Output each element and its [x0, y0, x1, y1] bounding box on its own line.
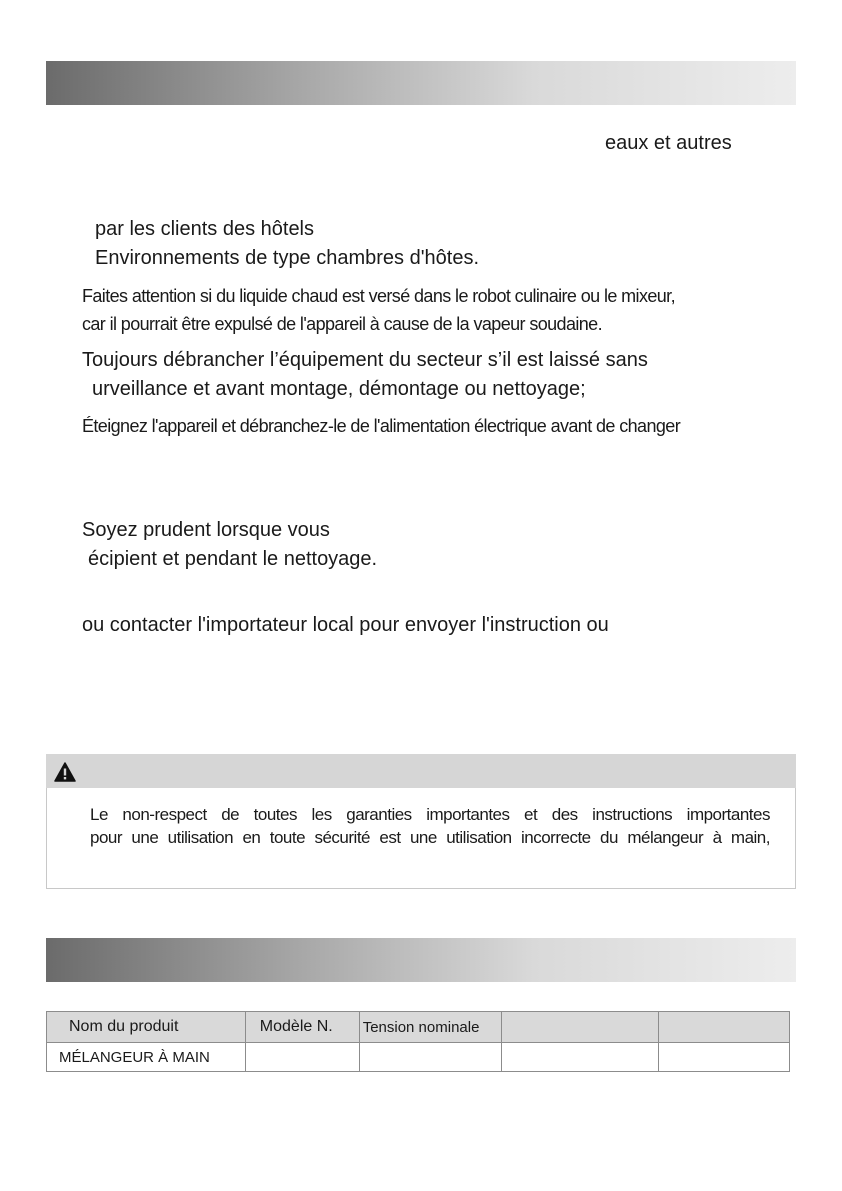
text-line: Faites attention si du liquide chaud est versé dans le robot culinaire ou le mixeur, — [82, 286, 675, 306]
header-cell-empty — [501, 1012, 659, 1043]
text-line: écipient et pendant le nettoyage. — [88, 548, 378, 570]
text-line: Soyez prudent lorsque vous — [82, 519, 330, 541]
cell-empty — [659, 1043, 790, 1072]
cell-empty — [501, 1043, 659, 1072]
text-line: Environnements de type chambres d'hôtes. — [95, 247, 480, 269]
warning-text-line-2: pour une utilisation en toute sécurité est une utilisation incorrecte du mélangeur à main, — [90, 828, 770, 847]
header-cell-empty — [659, 1012, 790, 1043]
cell-model — [245, 1043, 359, 1072]
header-cell-product: Nom du produit — [47, 1012, 246, 1043]
header-cell-model: Modèle N. — [245, 1012, 359, 1043]
spec-table-header-row — [47, 1012, 790, 1043]
cell-voltage — [359, 1043, 501, 1072]
text-line: ou contacter l'importateur local pour envoyer l'instruction ou — [82, 614, 609, 636]
text-line: Éteignez l'appareil et débranchez-le de l'alimentation électrique avant de changer — [82, 416, 681, 436]
warning-triangle-icon — [54, 762, 76, 782]
header-cell-voltage: Tension nominale — [359, 1012, 501, 1043]
table-row — [47, 1043, 790, 1072]
warning-text-line-1: Le non-respect de toutes les garanties importantes et des instructions importantes — [90, 805, 770, 824]
text-line: Toujours débrancher l’équipement du secteur s’il est laissé sans — [82, 349, 648, 371]
text-line: urveillance et avant montage, démontage ou nettoyage; — [92, 378, 586, 400]
text-line: eaux et autres — [605, 132, 732, 154]
cell-product-name: MÉLANGEUR À MAIN — [47, 1043, 246, 1072]
section-header-band-bottom — [46, 938, 796, 982]
warning-header — [46, 754, 796, 788]
text-line: par les clients des hôtels — [95, 218, 315, 240]
spec-table — [46, 1011, 790, 1072]
text-line: car il pourrait être expulsé de l'appareil à cause de la vapeur soudaine. — [82, 314, 602, 334]
section-header-band-top — [46, 61, 796, 105]
